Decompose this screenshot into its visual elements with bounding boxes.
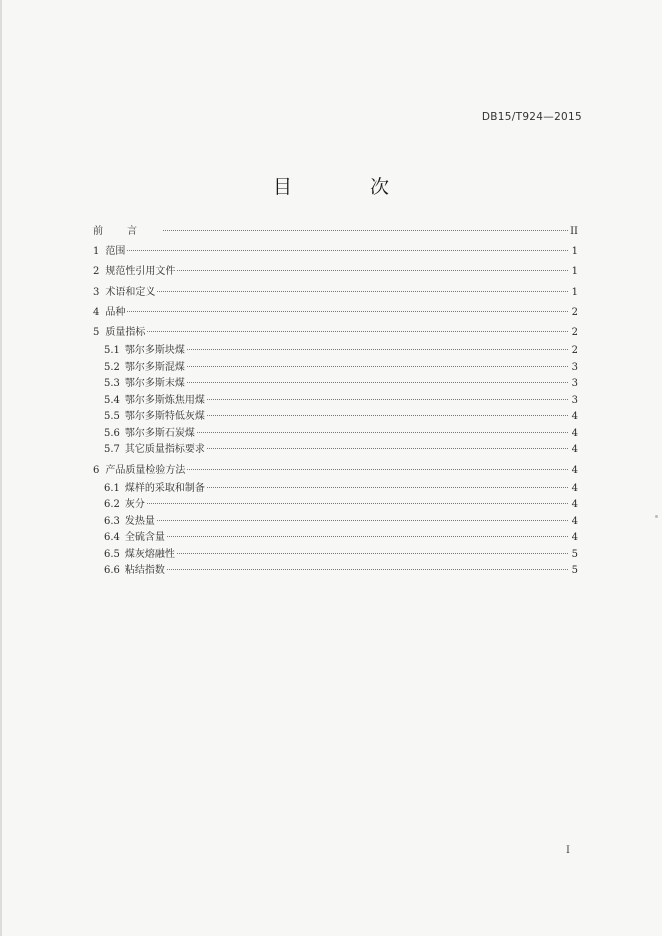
- toc-entry-page: 4: [571, 482, 578, 494]
- toc-entry[interactable]: [93, 514, 578, 531]
- table-of-contents: [93, 222, 578, 580]
- toc-entry-label: [104, 442, 205, 459]
- toc-entry-page: 1: [571, 286, 578, 298]
- toc-entry-page: 4: [571, 464, 578, 476]
- toc-entry-number: 2: [93, 266, 100, 278]
- toc-entry-page: 4: [571, 411, 578, 423]
- toc-entry-text: 质量指标: [105, 326, 146, 338]
- toc-entry-label: [104, 360, 185, 377]
- toc-leader-dots: [207, 399, 568, 400]
- toc-entry-label: [104, 376, 185, 393]
- toc-entry-number: 3: [93, 286, 100, 298]
- toc-entry-number: 6.2: [104, 499, 120, 511]
- toc-leader-dots: [177, 553, 568, 554]
- toc-leader-dots: [187, 382, 568, 383]
- document-code: DB15/T924—2015: [481, 111, 582, 123]
- toc-entry[interactable]: [93, 563, 578, 580]
- toc-leader-dots: [187, 469, 568, 470]
- page-edge: [0, 0, 2, 936]
- toc-entry-number: 5.4: [104, 394, 120, 406]
- toc-entry-page: 3: [571, 361, 578, 373]
- toc-entry[interactable]: [93, 262, 578, 282]
- toc-entry-label: [93, 303, 125, 323]
- toc-entry-number: 6: [93, 464, 100, 476]
- toc-entry-page: 1: [571, 266, 578, 278]
- toc-entry-number: 5.6: [104, 427, 120, 439]
- toc-entry-label: [104, 563, 165, 580]
- toc-entry-text: 产品质量检验方法: [105, 464, 186, 476]
- toc-entry-number: 5: [93, 326, 100, 338]
- toc-entry-text: 鄂尔多斯块煤: [124, 345, 185, 357]
- toc-entry-page: 5: [571, 565, 578, 577]
- toc-entry-page: 1: [571, 246, 578, 258]
- toc-leader-dots: [157, 291, 568, 292]
- toc-entry-number: 6.4: [104, 532, 120, 544]
- toc-entry-text: 范围: [105, 246, 126, 258]
- toc-entry[interactable]: [93, 242, 578, 262]
- toc-entry-number: 6.1: [104, 482, 120, 494]
- toc-entry-text: 规范性引用文件: [105, 266, 176, 278]
- toc-leader-dots: [147, 331, 568, 332]
- toc-entry-page: 2: [571, 345, 578, 357]
- toc-entry-text: 鄂尔多斯石炭煤: [124, 427, 195, 439]
- toc-entry-number: 5.3: [104, 378, 120, 390]
- toc-entry-page: 4: [571, 499, 578, 511]
- toc-entry[interactable]: [93, 426, 578, 443]
- toc-leader-dots: [127, 311, 568, 312]
- toc-entry[interactable]: [93, 409, 578, 426]
- toc-entry[interactable]: [93, 343, 578, 360]
- toc-entry-page: 2: [571, 326, 578, 338]
- toc-entry-number: 6.6: [104, 565, 120, 577]
- toc-entry-number: 6.5: [104, 548, 120, 560]
- toc-entry-text: 鄂尔多斯末煤: [124, 378, 185, 390]
- toc-leader-dots: [157, 520, 568, 521]
- toc-entry-text: 煤灰熔融性: [124, 548, 175, 560]
- toc-entry-page: 5: [571, 548, 578, 560]
- toc-entry-label: [93, 222, 161, 242]
- toc-entry-page: 4: [571, 444, 578, 456]
- toc-entry-label: [93, 323, 145, 343]
- toc-leader-dots: [207, 448, 568, 449]
- toc-entry-number: 5.7: [104, 444, 120, 456]
- toc-entry-page: II: [570, 226, 578, 237]
- toc-leader-dots: [147, 503, 568, 504]
- toc-entry-label: [104, 514, 155, 531]
- toc-leader-dots: [187, 366, 568, 367]
- toc-entry-text: 发热量: [124, 515, 155, 527]
- toc-entry-label: [104, 343, 185, 360]
- toc-entry[interactable]: [93, 283, 578, 303]
- toc-entry-text: 鄂尔多斯特低灰煤: [124, 411, 205, 423]
- scan-speck: [655, 515, 658, 518]
- toc-entry-page: 3: [571, 394, 578, 406]
- toc-leader-dots: [187, 349, 568, 350]
- toc-leader-dots: [167, 536, 568, 537]
- toc-entry-text: 术语和定义: [105, 286, 156, 298]
- toc-entry-page: 2: [571, 306, 578, 318]
- toc-entry-text: 鄂尔多斯混煤: [124, 361, 185, 373]
- toc-entry-label: [93, 242, 125, 262]
- toc-entry[interactable]: [93, 323, 578, 343]
- toc-entry-label: [104, 547, 175, 564]
- toc-entry[interactable]: [93, 497, 578, 514]
- toc-entry[interactable]: [93, 376, 578, 393]
- toc-entry-number: 1: [93, 246, 100, 258]
- toc-entry[interactable]: [93, 442, 578, 459]
- toc-entry[interactable]: [93, 530, 578, 547]
- page-title: 目 次: [272, 176, 426, 198]
- toc-entry-page: 4: [571, 532, 578, 544]
- toc-leader-dots: [127, 250, 568, 251]
- toc-entry-text: 其它质量指标要求: [124, 444, 205, 456]
- toc-entry[interactable]: [93, 461, 578, 481]
- toc-entry[interactable]: [93, 393, 578, 410]
- toc-entry-label: [104, 409, 205, 426]
- toc-leader-dots: [207, 487, 568, 488]
- toc-entry-label: [104, 530, 165, 547]
- toc-entry-number: 4: [93, 306, 100, 318]
- toc-entry-page: 4: [571, 515, 578, 527]
- toc-entry-number: 5.1: [104, 345, 120, 357]
- toc-leader-dots: [177, 270, 568, 271]
- toc-entry-label: [93, 283, 155, 303]
- page-number: I: [566, 845, 570, 856]
- toc-entry-text: 全硫含量: [124, 532, 165, 544]
- toc-entry-label: [93, 262, 175, 282]
- toc-entry-label: [104, 393, 205, 410]
- toc-entry-number: 6.3: [104, 515, 120, 527]
- toc-entry-text: 灰分: [124, 499, 145, 511]
- toc-entry-text: 品种: [105, 306, 126, 318]
- toc-entry[interactable]: [93, 360, 578, 377]
- toc-entry[interactable]: [93, 303, 578, 323]
- toc-entry-label: [104, 481, 205, 498]
- toc-entry-text: 鄂尔多斯炼焦用煤: [124, 394, 205, 406]
- toc-leader-dots: [163, 230, 568, 231]
- toc-entry-label: [104, 426, 195, 443]
- toc-entry[interactable]: [93, 481, 578, 498]
- toc-entry[interactable]: [93, 547, 578, 564]
- toc-entry-label: [104, 497, 145, 514]
- toc-leader-dots: [197, 432, 568, 433]
- toc-entry-number: 5.5: [104, 411, 120, 423]
- toc-entry-text: 煤样的采取和制备: [124, 482, 205, 494]
- toc-leader-dots: [207, 415, 568, 416]
- toc-entry-page: 4: [571, 427, 578, 439]
- toc-entry-text: 前言: [93, 226, 161, 237]
- toc-entry-text: 粘结指数: [124, 565, 165, 577]
- toc-entry[interactable]: [93, 222, 578, 242]
- toc-entry-label: [93, 461, 185, 481]
- toc-leader-dots: [167, 569, 568, 570]
- toc-entry-page: 3: [571, 378, 578, 390]
- toc-entry-number: 5.2: [104, 361, 120, 373]
